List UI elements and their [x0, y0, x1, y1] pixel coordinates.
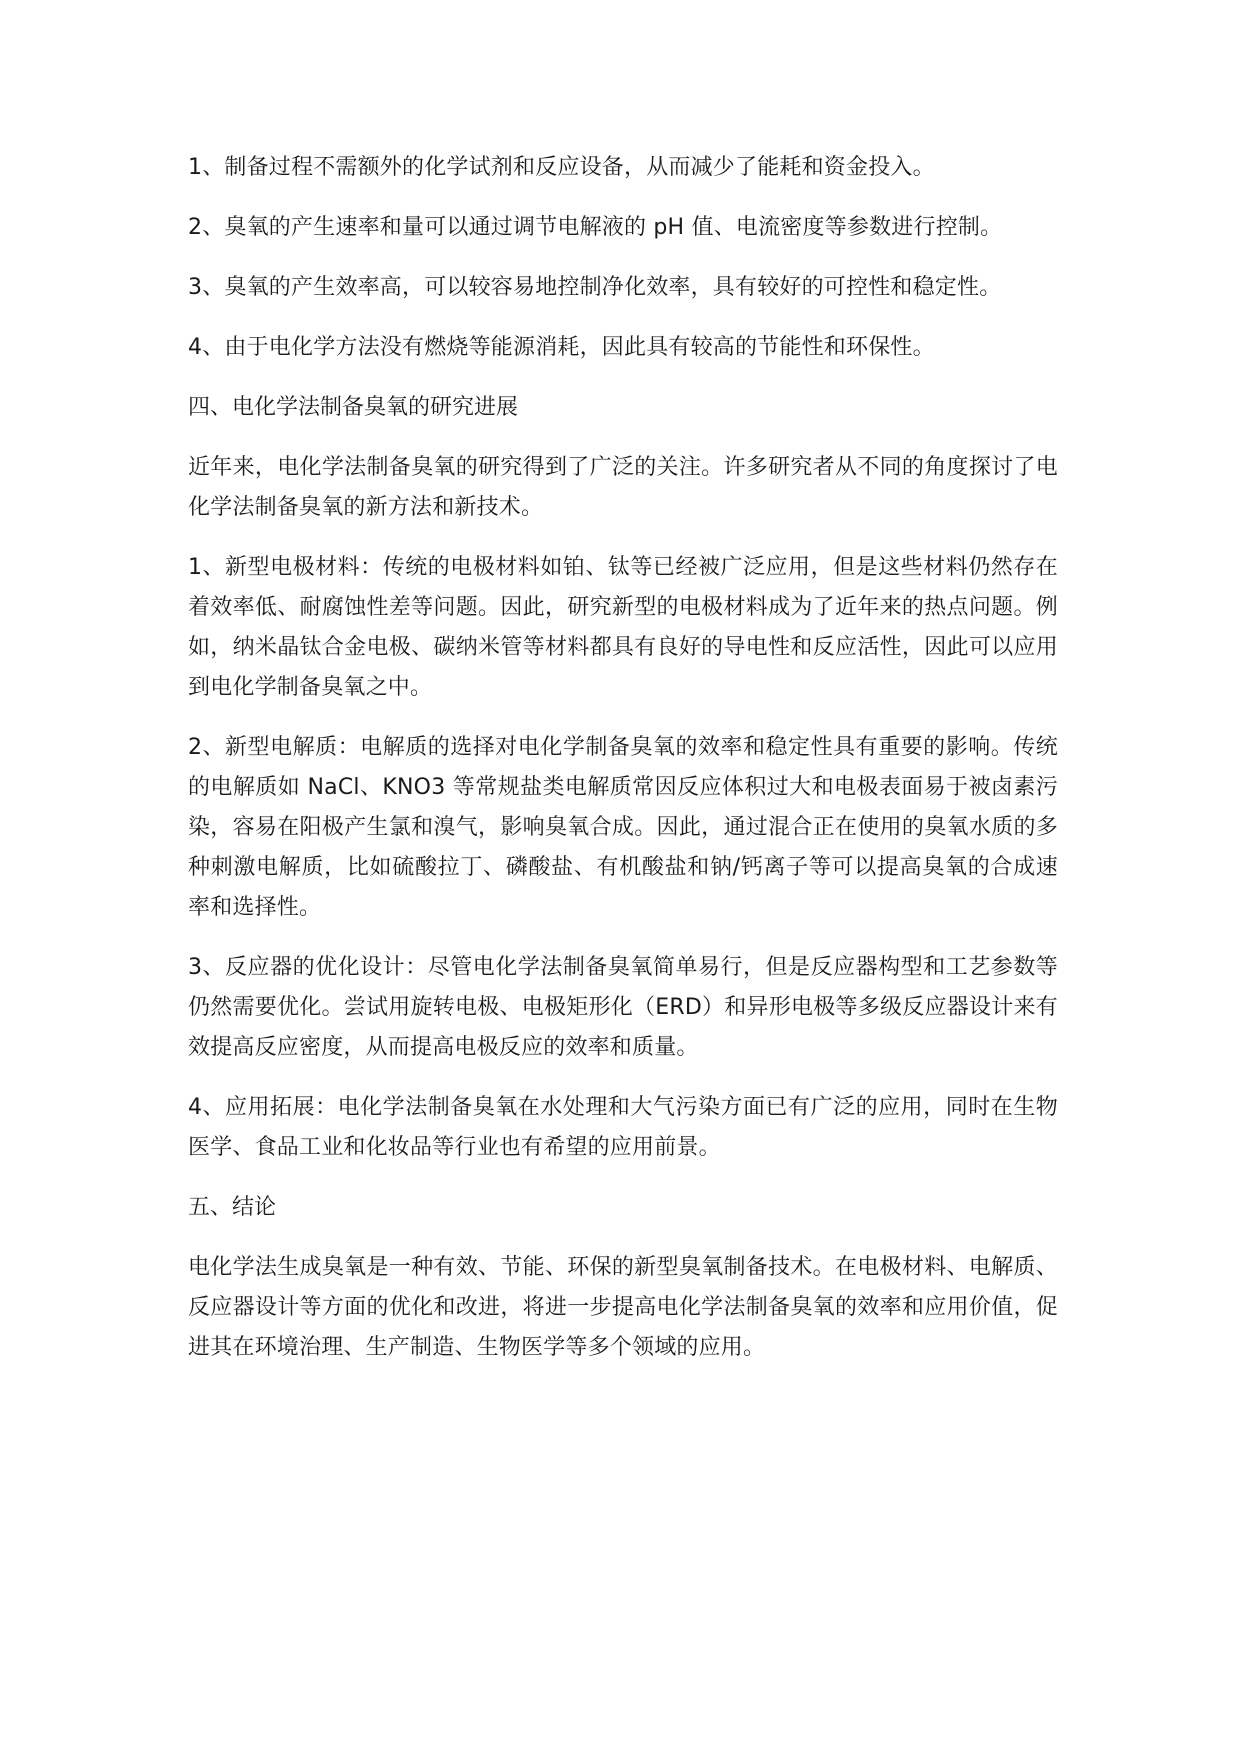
section-heading-conclusion: 五、结论 [188, 1195, 277, 1220]
list-item-advantage-2: 2、臭氧的产生速率和量可以通过调节电解液的 pH 值、电流密度等参数进行控制。 [188, 215, 1003, 240]
list-item-advantage-3: 3、臭氧的产生效率高，可以较容易地控制净化效率，具有较好的可控性和稳定性。 [188, 275, 1002, 300]
paragraph-conclusion: 电化学法生成臭氧是一种有效、节能、环保的新型臭氧制备技术。在电极材料、电解质、反应器设计等方面的优化和改进，将进一步提高电化学法制备臭氧的效率和应用价值，促进其在环境治理、生产制造、生物医学等多个领域的应用。 [188, 1255, 1058, 1360]
paragraph-progress-intro: 近年来，电化学法制备臭氧的研究得到了广泛的关注。许多研究者从不同的角度探讨了电化学法制备臭氧的新方法和新技术。 [188, 455, 1058, 520]
list-item-electrode-materials: 1、新型电极材料：传统的电极材料如铂、钛等已经被广泛应用，但是这些材料仍然存在着效率低、耐腐蚀性差等问题。因此，研究新型的电极材料成为了近年来的热点问题。例如，纳米晶钛合金电极、碳纳米管等材料都具有良好的导电性和反应活性，因此可以应用到电化学制备臭氧之中。 [188, 555, 1058, 700]
list-item-reactor-design: 3、反应器的优化设计：尽管电化学法制备臭氧简单易行，但是反应器构型和工艺参数等仍然需要优化。尝试用旋转电极、电极矩形化（ERD）和异形电极等多级反应器设计来有效提高反应密度，从而提高电极反应的效率和质量。 [188, 955, 1058, 1060]
list-item-electrolytes: 2、新型电解质：电解质的选择对电化学制备臭氧的效率和稳定性具有重要的影响。传统的电解质如 NaCl、KNO3 等常规盐类电解质常因反应体积过大和电极表面易于被卤素污染，容易在阳极产生氯和溴气，影响臭氧合成。因此，通过混合正在使用的臭氧水质的多种刺激电解质，比如硫酸拉丁、磷酸盐、有机酸盐和钠/钙离子等可以提高臭氧的合成速率和选择性。 [188, 735, 1058, 920]
section-heading-progress: 四、电化学法制备臭氧的研究进展 [188, 395, 519, 420]
list-item-applications: 4、应用拓展：电化学法制备臭氧在水处理和大气污染方面已有广泛的应用，同时在生物医学、食品工业和化妆品等行业也有希望的应用前景。 [188, 1095, 1058, 1160]
list-item-advantage-4: 4、由于电化学方法没有燃烧等能源消耗，因此具有较高的节能性和环保性。 [188, 335, 935, 360]
document-page [188, 148, 1058, 1388]
list-item-advantage-1: 1、制备过程不需额外的化学试剂和反应设备，从而减少了能耗和资金投入。 [188, 155, 935, 180]
